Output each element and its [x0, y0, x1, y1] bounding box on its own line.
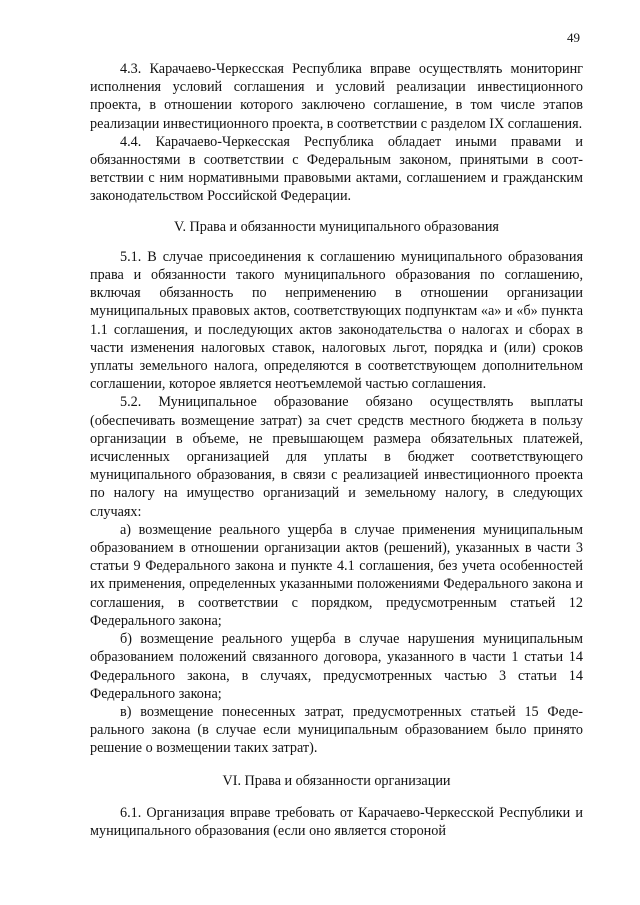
paragraph-5-2: 5.2. Муниципальное образование обязано осуществлять выплаты (обеспечивать возмещение затрат) за счет средств местного бюджета в пользу организации в объеме, не превышающем размера обязательных платежей, исчисленных организацией для уплаты в бюджет соответствующего муниципального образования, в связи с реализацией инвестиционного проекта по налогу на имущество организаций и земельному налогу, в следующих случаях: — [90, 394, 583, 520]
document-body — [90, 60, 583, 840]
paragraph-5-1: 5.1. В случае присоединения к соглашению муниципального образования права и обязанности такого муниципального образования по соглашению, включая обязанность по неприменению в отношении организации муниципальных правовых актов, соответствующих подпунктам «а» и «б» пункта 1.1 соглашения, и последующих актов законодательства о налогах и сборах в части изменения налоговых ставок, налоговых льгот, порядка и (или) сроков уплаты земельного налога, определяются в соответствующем дополнительном соглашении, которое является неотъемлемой частью соглашения. — [90, 248, 583, 393]
paragraph-4-3: 4.3. Карачаево-Черкесская Республика вправе осуществлять мониторинг исполнения условий соглашения и условий реализации инвестиционного проекта, в отношении которого заключено соглашение, в том числе этапов реализации инвестиционного проекта, в соответствии с разделом IX соглашения. — [90, 61, 583, 132]
paragraph-6-1: 6.1. Организация вправе требовать от Карачаево-Черкесской Республики и муниципального образования (если оно является стороной — [90, 804, 583, 839]
paragraph-5-2-v: в) возмещение понесенных затрат, предусмотренных статьей 15 Федерального закона (в случае если муниципальным образованием было принято решение о возмещении таких затрат). — [90, 703, 583, 757]
page-number: 49 — [567, 30, 580, 45]
paragraph-4-4: 4.4. Карачаево-Черкесская Республика обладает иными правами и обязанностями в соответствии с Федеральным законом, принятыми в соответствии с ним нормативными правовыми актами, соглашением и гражданским законодательством Российской Федерации. — [90, 133, 583, 205]
section-heading-v: V. Права и обязанности муниципального образования — [174, 218, 499, 235]
paragraph-5-2-a: а) возмещение реального ущерба в случае применения муниципальным образованием в отношении организации актов (решений), указанных в части 3 статьи 9 Федерального закона и пункте 4.1 соглашения, без учета особенностей их применения, определенных указанными положениями Федерального закона и соглашения, в соответствии с порядком, предусмотренным статьей 12 Федерального закона; — [90, 521, 583, 629]
section-heading-vi: VI. Права и обязанности организации — [222, 772, 451, 789]
paragraph-5-2-b: б) возмещение реального ущерба в случае нарушения муниципальным образованием положений связанного договора, указанного в части 1 статьи 14 Федерального закона, в случаях, предусмотренных частью 3 статьи 14 Федерального закона; — [90, 631, 583, 702]
